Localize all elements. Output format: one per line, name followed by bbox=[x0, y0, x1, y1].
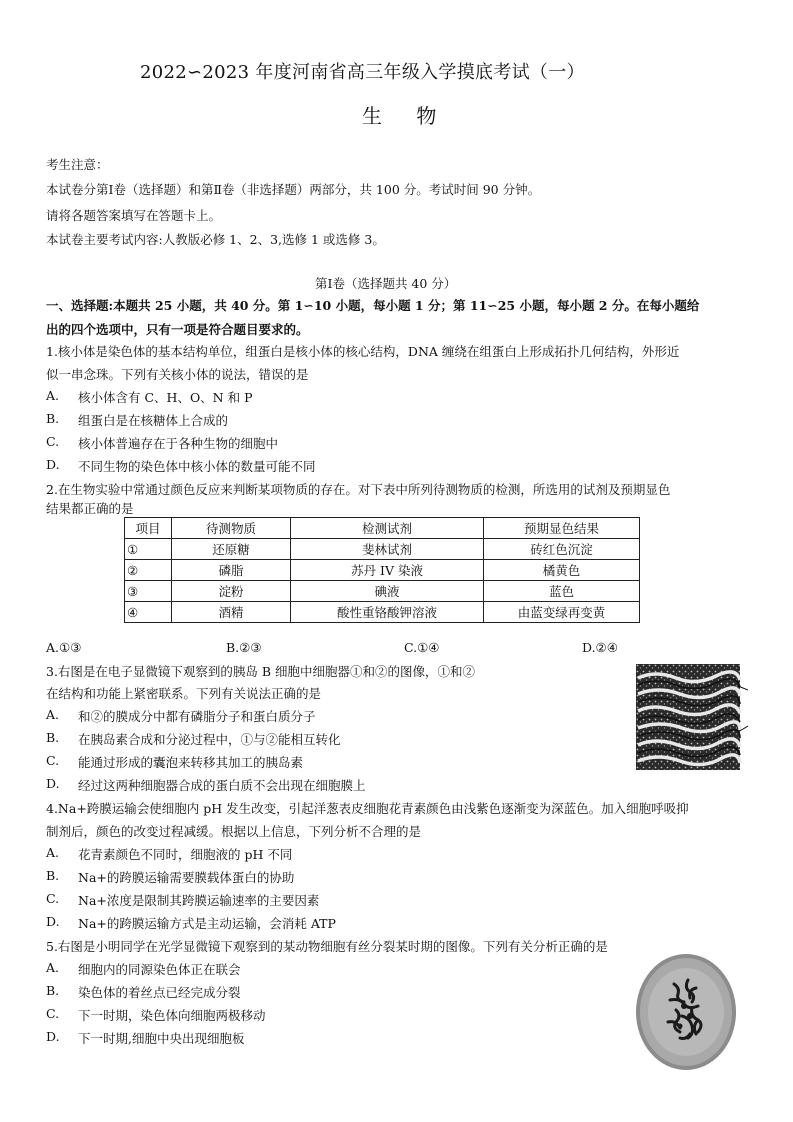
q1-option-c: C. 核小体普遍存在于各种生物的细胞中 bbox=[46, 434, 279, 451]
table-cell: 由蓝变绿再变黄 bbox=[484, 602, 640, 623]
table-cell: 斐林试剂 bbox=[291, 539, 484, 560]
section-instruction: 出的四个选项中，只有一项是符合题目要求的。 bbox=[46, 322, 309, 337]
table-header-row bbox=[125, 518, 640, 539]
q1-option-b: B. 组蛋白是在核糖体上合成的 bbox=[46, 411, 229, 428]
notice-line: 本试卷分第Ⅰ卷（选择题）和第Ⅱ卷（非选择题）两部分，共 100 分。考试时间 90 分钟。 bbox=[46, 182, 541, 197]
table-cell: 淀粉 bbox=[172, 581, 291, 602]
q2-option-d: D.②④ bbox=[582, 640, 618, 655]
table-cell: 碘液 bbox=[291, 581, 484, 602]
table-row bbox=[125, 539, 640, 560]
table-cell: 砖红色沉淀 bbox=[484, 539, 640, 560]
section-instruction: 一、选择题:本题共 25 小题，共 40 分。第 1∽10 小题，每小题 1 分；第 11∽25 小题，每小题 2 分。在每小题给 bbox=[46, 298, 700, 313]
table-row bbox=[125, 602, 640, 623]
q3-option-c: C. 能通过形成的囊泡来转移其加工的胰岛素 bbox=[46, 753, 304, 770]
q2-option-c: C.①④ bbox=[404, 640, 440, 655]
q4-option-b: B. Na+的跨膜运输需要膜载体蛋白的协助 bbox=[46, 868, 295, 885]
table-cell: 蓝色 bbox=[484, 581, 640, 602]
table-cell: 还原糖 bbox=[172, 539, 291, 560]
table-row bbox=[125, 581, 640, 602]
electron-micrograph-image bbox=[636, 664, 748, 770]
exam-title: 2022∽2023 年度河南省高三年级入学摸底考试（一） bbox=[140, 62, 585, 83]
table-cell: ④ bbox=[125, 602, 172, 623]
q4-option-a: A. 花青素颜色不同时，细胞液的 pH 不同 bbox=[46, 845, 293, 862]
notice-heading: 考生注意： bbox=[46, 157, 109, 172]
q2-option-a: A.①③ bbox=[46, 640, 82, 655]
notice-line: 请将各题答案填写在答题卡上。 bbox=[46, 208, 222, 223]
q3-stem: 在结构和功能上紧密联系。下列有关说法正确的是 bbox=[46, 686, 322, 701]
table-cell: 苏丹 IV 染液 bbox=[291, 560, 484, 581]
q1-option-d: D. 不同生物的染色体中核小体的数量可能不同 bbox=[46, 457, 316, 474]
q5-stem: 5.右图是小明同学在光学显微镜下观察到的某动物细胞有丝分裂某时期的图像。下列有关分析正确的是 bbox=[46, 939, 608, 954]
table-cell: 酸性重铬酸钾溶液 bbox=[291, 602, 484, 623]
q5-option-b: B. 染色体的着丝点已经完成分裂 bbox=[46, 983, 241, 1000]
q3-option-a: A. 和②的膜成分中都有磷脂分子和蛋白质分子 bbox=[46, 707, 316, 724]
q1-option-a: A. 核小体含有 C、H、O、N 和 P bbox=[46, 388, 253, 405]
table-cell: ③ bbox=[125, 581, 172, 602]
table-row bbox=[125, 560, 640, 581]
table-cell: 磷脂 bbox=[172, 560, 291, 581]
table-header-cell: 待测物质 bbox=[172, 518, 291, 539]
q3-option-b: B. 在胰岛素合成和分泌过程中，①与②能相互转化 bbox=[46, 730, 341, 747]
section-heading: 第Ⅰ卷（选择题共 40 分） bbox=[315, 276, 457, 291]
q4-stem: 4.Na+跨膜运输会使细胞内 pH 发生改变，引起洋葱表皮细胞花青素颜色由浅紫色逐渐变为深蓝色。加入细胞呼吸抑 bbox=[46, 801, 689, 816]
q2-stem: 2.在生物实验中常通过颜色反应来判断某项物质的存在。对下表中所列待测物质的检测，所选用的试剂及预期显色 bbox=[46, 482, 671, 497]
q5-option-c: C. 下一时期，染色体向细胞两极移动 bbox=[46, 1006, 266, 1023]
q4-option-d: D. Na+的跨膜运输方式是主动运输，会消耗 ATP bbox=[46, 914, 336, 931]
notice-line: 本试卷主要考试内容:人教版必修 1、2、3,选修 1 或选修 3。 bbox=[46, 232, 385, 247]
table-cell: ② bbox=[125, 560, 172, 581]
table-cell: ① bbox=[125, 539, 172, 560]
table-header-cell: 检测试剂 bbox=[291, 518, 484, 539]
table-header-cell: 预期显色结果 bbox=[484, 518, 640, 539]
q2-table bbox=[124, 517, 640, 623]
q4-stem: 制剂后，颜色的改变过程减缓。根据以上信息，下列分析不合理的是 bbox=[46, 824, 422, 839]
q1-stem: 似一串念珠。下列有关核小体的说法，错误的是 bbox=[46, 367, 309, 382]
subject-title: 生 物 bbox=[362, 104, 451, 128]
table-cell: 橘黄色 bbox=[484, 560, 640, 581]
q4-option-c: C. Na+浓度是限制其跨膜运输速率的主要因素 bbox=[46, 891, 320, 908]
q2-option-b: B.②③ bbox=[226, 640, 262, 655]
q5-option-a: A. 细胞内的同源染色体正在联会 bbox=[46, 960, 241, 977]
q1-stem: 1.核小体是染色体的基本结构单位，组蛋白是核小体的核心结构，DNA 缠绕在组蛋白上形成拓扑几何结构，外形近 bbox=[46, 344, 680, 359]
q3-option-d: D. 经过这两种细胞器合成的蛋白质不会出现在细胞膜上 bbox=[46, 776, 366, 793]
q5-option-d: D. 下一时期,细胞中央出现细胞板 bbox=[46, 1029, 245, 1046]
q3-stem: 3.右图是在电子显微镜下观察到的胰岛 B 细胞中细胞器①和②的图像，①和② bbox=[46, 664, 476, 679]
table-header-cell: 项目 bbox=[125, 518, 172, 539]
table-cell: 酒精 bbox=[172, 602, 291, 623]
q2-stem: 结果都正确的是 bbox=[46, 501, 134, 516]
mitosis-cell-image bbox=[630, 950, 742, 1074]
